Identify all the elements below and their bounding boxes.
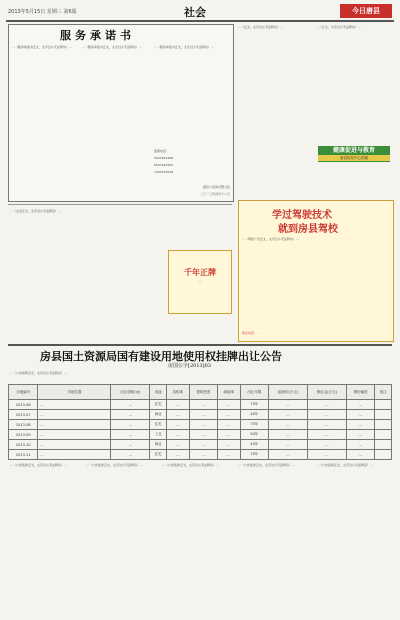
- table-cell: ...: [346, 400, 374, 410]
- date-line: 2013年5月15日 星期三 第6版: [8, 9, 77, 15]
- table-cell: 商业: [150, 440, 167, 450]
- table-cell: [375, 450, 392, 460]
- table-cell: ...: [38, 400, 111, 410]
- th-far: 容积率: [167, 385, 190, 400]
- table-cell: ...: [111, 400, 150, 410]
- notice-col-3: ...（公告条款正文，文字过小无法辨识）...: [162, 463, 219, 467]
- table-cell: 2013-08: [9, 420, 38, 430]
- notice-title: 房县国土资源局国有建设用地使用权挂牌出让公告: [40, 350, 282, 363]
- notice-col-4: ...（公告条款正文，文字过小无法辨识）...: [238, 463, 295, 467]
- th-deposit: 保证金(万元): [307, 385, 346, 400]
- table-cell: ...: [189, 430, 217, 440]
- shop-ad-sub: ...: [198, 278, 202, 283]
- page-header: [6, 2, 394, 22]
- pledge-col-1: ...（服务承诺书正文，文字过小无法辨识）...: [12, 45, 72, 49]
- table-cell: 工业: [150, 430, 167, 440]
- phone-3: 1363270538: [154, 170, 174, 174]
- table-cell: ...: [189, 420, 217, 430]
- table-cell: ...: [269, 410, 308, 420]
- th-area: 出让面积(㎡): [111, 385, 150, 400]
- signature-org: 唐县公安局交警大队: [202, 185, 230, 189]
- table-cell: 2013-07: [9, 410, 38, 420]
- right-top-col-2: ...（正文，文字过小无法辨识）...: [316, 25, 361, 29]
- notice-col-2: ...（公告条款正文，文字过小无法辨识）...: [86, 463, 143, 467]
- signature-date: 二〇一三年四月十八日: [199, 192, 230, 196]
- driving-ad-body: ...（驾校广告正文，文字过小无法辨识）...: [242, 237, 299, 241]
- section-title: 社会: [184, 6, 206, 19]
- table-cell: ...: [38, 430, 111, 440]
- table-cell: ...: [167, 400, 190, 410]
- table-cell: ...: [269, 400, 308, 410]
- table-cell: ...: [307, 430, 346, 440]
- table-cell: ...: [189, 400, 217, 410]
- table-cell: [375, 400, 392, 410]
- table-header-row: [9, 385, 392, 400]
- driving-ad-title-2: 就到房县驾校: [278, 224, 338, 235]
- table-cell: ...: [167, 430, 190, 440]
- table-cell: 40年: [240, 410, 268, 420]
- th-remarks: 备注: [375, 385, 392, 400]
- table-cell: ...: [189, 410, 217, 420]
- table-cell: ...: [218, 420, 241, 430]
- table-row: [9, 420, 392, 430]
- table-cell: 2013-10: [9, 440, 38, 450]
- table-cell: ...: [218, 410, 241, 420]
- driving-ad-contact: 联系电话：...: [242, 331, 260, 335]
- table-cell: ...: [111, 450, 150, 460]
- table-cell: ...: [218, 450, 241, 460]
- health-tag-sub: 唐县疾控中心供稿: [318, 155, 390, 161]
- table-cell: ...: [307, 400, 346, 410]
- mid-article: ...（文章正文，文字过小无法辨识）...: [10, 209, 61, 213]
- table-row: [9, 440, 392, 450]
- table-cell: ...: [38, 420, 111, 430]
- table-cell: ...: [307, 450, 346, 460]
- table-cell: ...: [269, 430, 308, 440]
- shop-ad-name: 千年正牌: [184, 267, 216, 277]
- phone-label: 监督电话：: [154, 149, 170, 153]
- notice-col-1: ...（公告条款正文，文字过小无法辨识）...: [10, 463, 67, 467]
- table-row: [9, 400, 392, 410]
- table-cell: ...: [111, 430, 150, 440]
- table-cell: [375, 430, 392, 440]
- pledge-col-2: ...（服务承诺书正文，文字过小无法辨识）...: [82, 45, 142, 49]
- table-cell: ...: [167, 450, 190, 460]
- phone-1: 5597922458: [154, 156, 174, 160]
- notice-number: 房国公字[2013]03: [168, 363, 211, 369]
- table-cell: ...: [111, 410, 150, 420]
- table-cell: ...: [167, 410, 190, 420]
- health-tag-title: 健康促进与教育: [332, 147, 375, 154]
- pledge-col-3: ...（服务承诺书正文，文字过小无法辨识）...: [154, 45, 214, 49]
- table-cell: 住宅: [150, 420, 167, 430]
- table-cell: [375, 410, 392, 420]
- table-cell: 2013-06: [9, 400, 38, 410]
- table-cell: ...: [269, 420, 308, 430]
- table-cell: ...: [307, 440, 346, 450]
- driving-ad-title-1: 学过驾驶技术: [272, 210, 332, 221]
- table-cell: 70年: [240, 400, 268, 410]
- health-tag: [318, 146, 390, 162]
- table-cell: ...: [346, 440, 374, 450]
- th-density: 建筑密度: [189, 385, 217, 400]
- shop-ad: [168, 250, 232, 314]
- table-cell: ...: [269, 450, 308, 460]
- table-cell: ...: [307, 420, 346, 430]
- table-cell: ...: [111, 440, 150, 450]
- th-location: 宗地位置: [38, 385, 111, 400]
- pledge-title: 服务承诺书: [60, 29, 135, 42]
- table-cell: ...: [218, 430, 241, 440]
- table-cell: ...: [167, 420, 190, 430]
- newspaper-logo: 今日唐县: [340, 4, 392, 18]
- land-parcel-table: [8, 384, 392, 460]
- notice-col-5: ...（公告条款正文，文字过小无法辨识）...: [316, 463, 373, 467]
- table-cell: ...: [218, 400, 241, 410]
- table-cell: ...: [307, 410, 346, 420]
- table-cell: 住宅: [150, 450, 167, 460]
- table-cell: ...: [38, 410, 111, 420]
- table-cell: 商业: [150, 410, 167, 420]
- th-green: 绿地率: [218, 385, 241, 400]
- table-cell: ...: [346, 410, 374, 420]
- table-cell: 2013-09: [9, 430, 38, 440]
- th-parcel-no: 宗地编号: [9, 385, 38, 400]
- table-row: [9, 410, 392, 420]
- table-cell: ...: [346, 450, 374, 460]
- table-cell: ...: [189, 440, 217, 450]
- pledge-phones: [154, 148, 228, 178]
- table-cell: 40年: [240, 440, 268, 450]
- table-row: [9, 430, 392, 440]
- table-cell: 70年: [240, 450, 268, 460]
- table-cell: ...: [38, 440, 111, 450]
- table-cell: [375, 440, 392, 450]
- pledge-signature: [150, 184, 230, 198]
- th-start-price: 起始价(万元): [269, 385, 308, 400]
- table-cell: 50年: [240, 430, 268, 440]
- table-cell: ...: [38, 450, 111, 460]
- table-cell: ...: [111, 420, 150, 430]
- table-row: [9, 450, 392, 460]
- th-use: 用途: [150, 385, 167, 400]
- notice-intro: ...（公告说明文字，文字过小无法辨识）...: [10, 371, 67, 375]
- table-cell: ...: [346, 420, 374, 430]
- phone-2: 5597943455: [154, 163, 174, 167]
- th-increment: 增价幅度: [346, 385, 374, 400]
- table-cell: ...: [218, 440, 241, 450]
- table-cell: ...: [189, 450, 217, 460]
- right-top-col-1: ...（正文，文字过小无法辨识）...: [238, 25, 283, 29]
- table-cell: ...: [269, 440, 308, 450]
- table-cell: 住宅: [150, 400, 167, 410]
- land-table-body: [9, 400, 392, 460]
- table-cell: [375, 420, 392, 430]
- table-cell: 2013-11: [9, 450, 38, 460]
- table-cell: ...: [167, 440, 190, 450]
- table-cell: ...: [346, 430, 374, 440]
- th-term: 出让年限: [240, 385, 268, 400]
- table-cell: 70年: [240, 420, 268, 430]
